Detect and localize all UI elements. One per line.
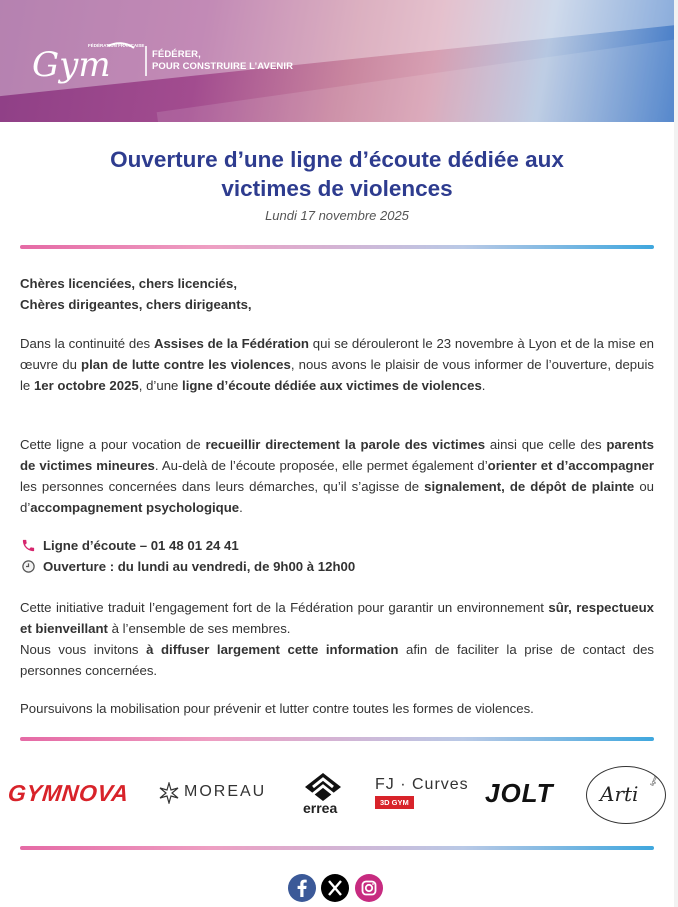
tagline-line2: POUR CONSTRUIRE L’AVENIR [152,61,294,72]
paragraph-commitment: Cette initiative traduit l’engagement fort de la Fédération pour garantir un environnement sûr, respectueux et bienveillant à l’ensemble de ses membres. [20,600,654,636]
title-line2: victimes de violences [221,176,453,201]
errea-diamond-icon [303,772,343,802]
greeting-line2: Chères dirigeantes, chers dirigeants, [20,297,252,312]
hours-line [20,556,355,577]
sponsor-errea[interactable]: errea [303,800,338,816]
instagram-icon[interactable] [355,874,383,902]
sponsor-curves[interactable]: FJ · Curves [375,776,469,793]
logo-separator [145,46,147,76]
paragraph-invite: Nous vous invitons à diffuser largement cette information afin de faciliter la prise de contact des personnes concernées. [20,642,654,678]
article-date: Lundi 17 novembre 2025 [265,208,409,223]
sponsor-moreau[interactable]: MOREAU [184,783,267,800]
facebook-icon[interactable] [288,874,316,902]
title-line1: Ouverture d’une ligne d’écoute dédiée aux [110,147,564,172]
opening-hours: Ouverture : du lundi au vendredi, de 9h00 à 12h00 [43,559,356,574]
bottom-divider [20,846,654,850]
phone-number[interactable]: Ligne d’écoute – 01 48 01 24 41 [43,538,239,553]
paragraph-purpose: Cette ligne a pour vocation de recueillir directement la parole des victimes ainsi que celle des parents de victimes mineures. Au-delà de l’écoute proposée, elle permet également d’orienter et d’accompagner les personnes concernées dans leurs démarches, qu’il s’agisse de signalement, de dépôt de plainte ou d’accompagnement psychologique. [20,437,655,515]
paragraph-intro: Dans la continuité des Assises de la Fédération qui se dérouleront le 23 novembre à Lyon et de la mise en œuvre du plan de lutte contre les violences, nous avons le plaisir de vous informer de l’ouverture, depuis le 1er octobre 2025, d’une ligne d’écoute dédiée aux victimes de violences. [20,336,654,393]
middle-divider [20,737,654,741]
greeting [20,273,654,315]
sponsor-gymnova[interactable]: GYMNOVA [6,780,131,806]
phone-icon [20,538,37,553]
header-tagline [152,49,293,73]
phone-line[interactable] [20,535,239,556]
sponsor-arti: Arti [600,782,639,806]
moreau-star-icon [158,782,180,804]
sponsors-bar [0,760,674,832]
top-divider [20,245,654,249]
logo-federation-text: FÉDÉRATION FRANÇAISE [88,43,145,48]
clock-icon [20,559,37,574]
x-twitter-icon[interactable] [321,874,349,902]
page-edge [674,0,678,907]
article-title [20,145,654,203]
sponsor-jolt[interactable]: JOLT [485,778,554,808]
paragraph-closing: Poursuivons la mobilisation pour prévenir et lutter contre toutes les formes de violences. [20,701,534,716]
logo-text: Gym [32,45,111,85]
greeting-line1: Chères licenciées, chers licenciés, [20,276,237,291]
header-banner [0,0,674,122]
tagline-line1: FÉDÉRER, [152,49,201,60]
curves-badge: 3D GYM [375,796,414,809]
arti-small-text: ligne [649,775,659,787]
